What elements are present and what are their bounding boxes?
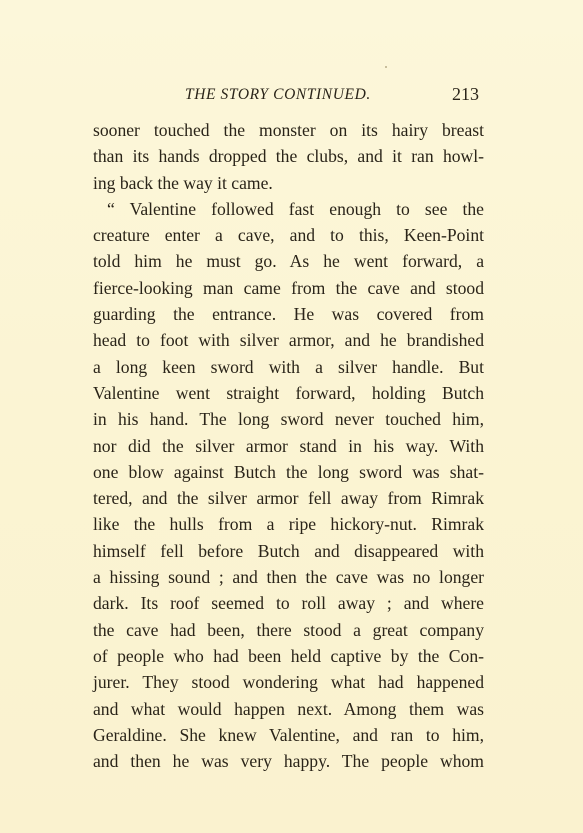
text-line: a long keen sword with a silver handle. But (93, 356, 484, 377)
text-line: “ Valentine followed fast enough to see the (107, 198, 484, 219)
text-line: Geraldine. She knew Valentine, and ran to him, (93, 724, 484, 745)
text-line: told him he must go. As he went forward, a (93, 251, 484, 272)
text-line: one blow against Butch the long sword was shat- (93, 461, 484, 482)
text-line: in his hand. The long sword never touched him, (93, 409, 484, 430)
text-line: Valentine went straight forward, holding Butch (93, 382, 484, 403)
page-header (93, 86, 484, 110)
text-line: guarding the entrance. He was covered from (93, 304, 484, 325)
paper-speck (385, 66, 387, 68)
page-number: 213 (452, 84, 479, 104)
text-line: ing back the way it came. (93, 172, 273, 193)
body-text (93, 117, 484, 774)
text-line: the cave had been, there stood a great company (93, 619, 484, 640)
text-line: himself fell before Butch and disappeared with (93, 540, 484, 561)
text-line: and then he was very happy. The people whom (93, 751, 484, 772)
text-line: head to foot with silver armor, and he brandished (93, 330, 484, 351)
text-line: like the hulls from a ripe hickory-nut. Rimrak (93, 514, 484, 535)
text-line: than its hands dropped the clubs, and it ran howl- (93, 146, 484, 167)
text-line: and what would happen next. Among them was (93, 698, 484, 719)
text-line: dark. Its roof seemed to roll away ; and where (93, 593, 484, 614)
text-line: jurer. They stood wondering what had happened (93, 672, 484, 693)
text-line: creature enter a cave, and to this, Keen-Point (93, 225, 484, 246)
text-line: sooner touched the monster on its hairy breast (93, 120, 484, 140)
text-line: of people who had been held captive by the Con- (93, 645, 484, 666)
text-line: a hissing sound ; and then the cave was no longer (93, 567, 484, 588)
text-line: nor did the silver armor stand in his way. With (93, 435, 484, 456)
text-line: tered, and the silver armor fell away from Rimrak (93, 488, 484, 509)
running-title: THE STORY CONTINUED. (185, 86, 371, 103)
text-line: fierce-looking man came from the cave and stood (93, 277, 484, 298)
